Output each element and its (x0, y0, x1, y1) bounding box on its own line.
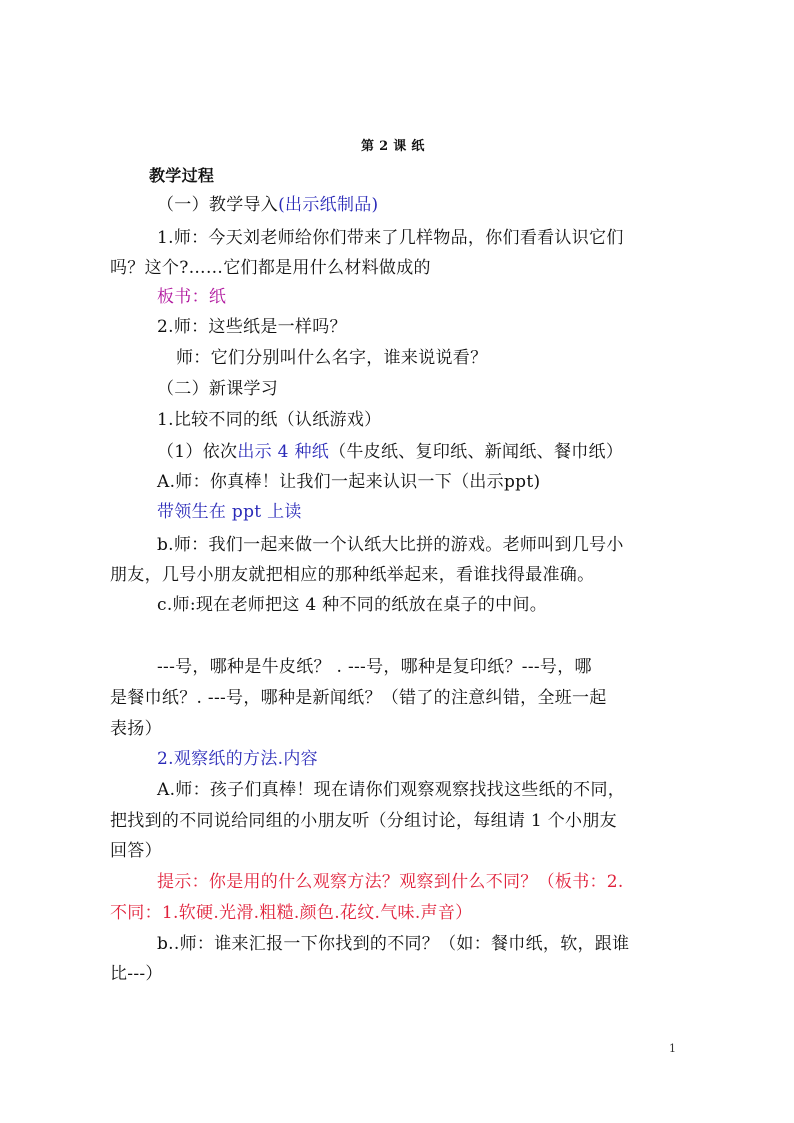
part1-line3: 师：它们分别叫什么名字，谁来说说看？ (176, 348, 488, 368)
part2-heading: （二）新课学习 (157, 379, 279, 399)
part1-heading-note: (出示纸制品) (278, 195, 379, 215)
part1-heading-text: （一）教学导入 (157, 195, 279, 215)
step1a-prefix: （1）依次 (157, 442, 238, 462)
page-number: 1 (669, 1042, 676, 1055)
step1a-highlight: 出示 4 种纸 (237, 442, 330, 462)
step1a-suffix: （牛皮纸、复印纸、新闻纸、餐巾纸） (329, 442, 624, 462)
step-b-line2: 朋友，几号小朋友就把相应的那种纸举起来，看谁找得最准确。 (110, 565, 595, 585)
step2-b-line2: 比---） (110, 964, 163, 984)
part1-line1b: 吗？这个?……它们都是用什么材料做成的 (110, 258, 431, 278)
hint-line2: 不同：1.软硬.光滑.粗糙.颜色.花纹.气味.声音） (110, 903, 473, 923)
lead-reading-note: 带领生在 ppt 上读 (157, 502, 302, 522)
quiz-line2: 是餐巾纸？. ---号，哪种是新闻纸？（错了的注意纠错，全班一起 (110, 688, 607, 708)
page-title: 第 2 课 纸 (361, 139, 425, 154)
step2-a-line3: 回答） (110, 841, 162, 861)
step2-b-line1: b..师：谁来汇报一下你找到的不同？（如：餐巾纸，软，跟谁 (157, 934, 630, 954)
quiz-line1: ---号，哪种是牛皮纸？ . ---号，哪种是复印纸？---号，哪 (157, 657, 592, 677)
step-c-line1: c.师:现在老师把这 4 种不同的纸放在桌子的中间。 (157, 595, 548, 615)
step-a-line: A.师：你真棒！让我们一起来认识一下（出示ppt) (157, 472, 541, 492)
step1a (157, 442, 623, 462)
board-note: 板书：纸 (157, 287, 227, 307)
part1-heading (157, 195, 378, 215)
step1-heading: 1.比较不同的纸（认纸游戏） (157, 410, 382, 430)
step2-heading: 2.观察纸的方法.内容 (157, 749, 318, 769)
step-b-line1: b.师：我们一起来做一个认纸大比拼的游戏。老师叫到几号小 (157, 535, 624, 555)
quiz-line3: 表扬） (110, 719, 162, 739)
part1-line2: 2.师：这些纸是一样吗？ (157, 317, 347, 337)
step2-a-line2: 把找到的不同说给同组的小朋友听（分组讨论，每组请 1 个小朋友 (110, 811, 617, 831)
hint-line1: 提示：你是用的什么观察方法？观察到什么不同？（板书：2. (157, 872, 624, 892)
step2-a-line1: A.师：孩子们真棒！现在请你们观察观察找找这些纸的不同， (157, 780, 626, 800)
section-heading: 教学过程 (149, 166, 215, 185)
part1-line1a: 1.师：今天刘老师给你们带来了几样物品，你们看看认识它们 (157, 228, 624, 248)
